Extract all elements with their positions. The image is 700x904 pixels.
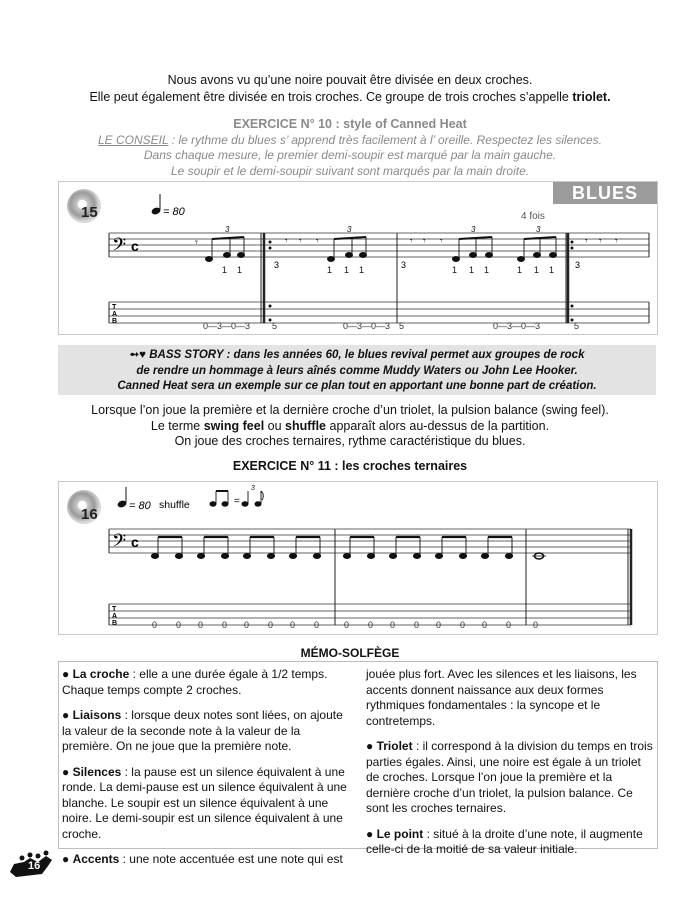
eighth-note-head: [435, 554, 442, 559]
eighth-note-head: [151, 554, 158, 559]
swing-line-2-a: Le terme: [150, 418, 204, 433]
tab-numbers: [203, 321, 579, 331]
exercise-10-title: EXERCICE N° 10 : style of Canned Heat: [233, 117, 467, 131]
svg-text:𝄾: 𝄾: [585, 236, 588, 247]
eighth-notes: [151, 537, 512, 559]
triplet-mark: 3: [251, 485, 255, 492]
memo-point-text: : situé à la droite d’une note, il augmente celle-ci de la moitié de sa valeur initiale.: [366, 826, 643, 856]
eighth-note-head: [343, 554, 350, 559]
svg-text:𝄾: 𝄾: [440, 236, 443, 247]
tab-zero: 0: [482, 620, 488, 630]
tab-zero: 0: [390, 620, 396, 630]
memo-croche: ● La croche : elle a une durée égale à 1/2 temps. Chaque temps compte 2 croches.: [62, 667, 328, 697]
tempo-text: = 80: [163, 206, 185, 218]
eighth-note-head: [313, 554, 320, 559]
tab-letter-t: T: [112, 606, 117, 613]
shuffle-equation: [210, 485, 263, 507]
tab-zero: 0: [460, 620, 466, 630]
memo-col-left: [62, 667, 354, 878]
memo-point: ● Le point : situé à la droite d’une note, il augmente celle-ci de la moitié de sa valeur initiale.: [366, 826, 643, 856]
barlines: [109, 233, 649, 323]
eighth-note-head: [481, 554, 488, 559]
heart-arrow-icon: ➻♥: [129, 349, 146, 361]
memo-croche-text: : elle a une durée égale à 1/2 temps. Chaque temps compte 2 croches.: [62, 667, 328, 697]
repeat-label: 4 fois: [521, 211, 545, 222]
svg-text:𝄾: 𝄾: [410, 236, 413, 247]
svg-text:𝄾: 𝄾: [195, 237, 198, 249]
barlines: [109, 529, 631, 625]
tab-zero: 0: [368, 620, 374, 630]
memo-accents-heading: Accents: [72, 852, 120, 866]
time-signature: c: [131, 238, 139, 254]
tab-zero: 0: [414, 620, 420, 630]
exercise-10-block: [0, 117, 700, 179]
svg-text:5: 5: [399, 321, 405, 331]
string-number: 3: [575, 260, 581, 270]
tab-zero: 0: [244, 620, 250, 630]
staff-blues: [59, 182, 657, 334]
tab-zero: 0: [344, 620, 350, 630]
string-number: 3: [401, 260, 407, 270]
eighth-note-head: [289, 554, 296, 559]
memo-box: [58, 661, 658, 866]
swing-line-2: [0, 419, 700, 435]
intro-line-2: [0, 89, 700, 106]
bass-clef: 𝄢: [112, 530, 127, 555]
fingering: 1: [222, 265, 228, 275]
tab-zero: 0: [533, 620, 539, 630]
tab-zero: 0: [314, 620, 320, 630]
svg-text:𝄾: 𝄾: [615, 236, 618, 247]
memo-liaisons-text: : lorsque deux notes sont liées, on ajoute la valeur de la seconde note à la valeur de la première. On ne joue que la première note.: [62, 708, 343, 753]
memo-liaisons-heading: Liaisons: [72, 708, 122, 722]
tab-letter-a: A: [112, 311, 118, 318]
memo-title: MÉMO-SOLFÈGE: [300, 646, 400, 660]
bass-story-line-3: Canned Heat sera un exemple sur ce plan tout en apportant une bonne part de création.: [117, 380, 597, 392]
svg-text:0—3—0—3: 0—3—0—3: [203, 321, 251, 331]
tab-letter-t: T: [112, 304, 117, 311]
swing-line-2-e: apparaît alors au-dessus de la partition.: [326, 418, 550, 433]
swing-line-2-c: ou: [264, 418, 286, 433]
tab-letter-b: B: [112, 318, 118, 325]
measure-1-notes: [195, 225, 245, 275]
svg-text:0—3—0—3: 0—3—0—3: [343, 321, 391, 331]
tab-letter-b: B: [112, 620, 118, 627]
intro-triolet-word: triolet.: [572, 90, 611, 104]
swing-feel-term: swing feel: [203, 418, 265, 433]
score-blues: [58, 181, 658, 335]
fingering: 1: [237, 265, 243, 275]
svg-text:𝄾: 𝄾: [599, 236, 602, 247]
tab-zero: 0: [222, 620, 228, 630]
swing-line-1: Lorsque l’on joue la première et la dernière croche d’un triolet, la pulsion balance (swing feel).: [91, 403, 609, 417]
svg-text:𝄾: 𝄾: [299, 236, 302, 247]
triplet-mark: 3: [347, 225, 352, 234]
fingering: 1: [534, 265, 540, 275]
shuffle-term: shuffle: [285, 418, 327, 433]
page-number-badge: [8, 850, 58, 885]
svg-text:5: 5: [574, 321, 580, 331]
svg-text:𝄾: 𝄾: [316, 236, 319, 247]
bass-clef: 𝄢: [112, 234, 127, 259]
score-shuffle: [58, 481, 658, 635]
eighth-note-head: [389, 554, 396, 559]
memo-triolet-text: : il correspond à la division du temps en trois parties égales. Ainsi, une noire est égale à un triolet de croches. Lorsque l’on joue la première et la dernière croche d’un triolet, la pulsion balance. Ce sont les croches ternaires.: [366, 739, 653, 815]
eighth-note-head: [413, 554, 420, 559]
memo-silences: ● Silences : la pause est un silence équivalent à une ronde. La demi-pause est un silence équivalent à une blanche. Le soupir est un silence équivalent à une noire. Le demi-soupir est un silence équivalent à une croche.: [62, 764, 347, 841]
svg-text:5: 5: [272, 321, 278, 331]
conseil-line-2: Dans chaque mesure, le premier demi-soupir est marqué par la main gauche.: [143, 148, 557, 162]
cd-track-number: 16: [81, 506, 98, 523]
tempo-text: = 80: [129, 500, 151, 512]
cd-track-number: 15: [81, 204, 98, 221]
memo-point-heading: Le point: [376, 826, 424, 841]
memo-silences-heading: Silences: [72, 764, 122, 779]
memo-accents-text: : une note accentuée est une note qui est: [119, 852, 343, 866]
fingering: 1: [327, 265, 333, 275]
conseil-label: LE CONSEIL: [97, 132, 169, 147]
eighth-note-head: [197, 554, 204, 559]
tab-zero: 0: [436, 620, 442, 630]
intro-line-2-text: Elle peut également être divisée en trois croches. Ce groupe de trois croches s’appelle: [89, 90, 573, 104]
svg-text:𝄾: 𝄾: [423, 236, 426, 247]
swing-line-3: On joue des croches ternaires, rythme caractéristique du blues.: [174, 434, 526, 448]
measure-3-notes: [410, 225, 557, 275]
eighth-note-head: [505, 554, 512, 559]
fingering: 1: [344, 265, 350, 275]
intro-text: [0, 72, 700, 106]
triplet-mark: 3: [471, 225, 476, 234]
bass-story-line-2: de rendre un hommage à leurs aînés comme Muddy Waters ou John Lee Hooker.: [136, 364, 578, 377]
eighth-note-head: [175, 554, 182, 559]
memo-triolet-heading: Triolet: [376, 739, 413, 753]
memo-accents-cont: jouée plus fort. Avec les silences et les liaisons, les accents donnent naissance aux deux formes rythmiques fondamentales : la syncope et le contretemps.: [366, 667, 637, 728]
tab-zero: 0: [152, 620, 158, 630]
time-signature: c: [131, 534, 139, 550]
memo-liaisons: ● Liaisons : lorsque deux notes sont liées, on ajoute la valeur de la seconde note à la valeur de la première. On ne joue que la première note.: [62, 708, 343, 753]
fingering: 1: [359, 265, 365, 275]
eighth-note-head: [267, 554, 274, 559]
fingering: 1: [452, 265, 458, 275]
memo-croche-heading: La croche: [72, 667, 130, 681]
fingering: 1: [517, 265, 523, 275]
intro-line-1: Nous avons vu qu’une noire pouvait être divisée en deux croches.: [167, 73, 533, 87]
memo-accents: ● Accents : une note accentuée est une note qui est: [62, 852, 343, 866]
fingering: 1: [549, 265, 555, 275]
memo-triolet: ● Triolet : il correspond à la division du temps en trois parties égales. Ainsi, une noire est égale à un triolet de croches. Lorsque l’on joue la première et la dernière croche d’un triolet, la pulsion balance. Ce sont les croches ternaires.: [366, 739, 653, 815]
conseil-text-1: : le rythme du blues s’ apprend très facilement à l’ oreille. Respectez les silences.: [168, 132, 603, 147]
exercise-11-title: EXERCICE N° 11 : les croches ternaires: [232, 459, 468, 473]
memo-col-right: [366, 667, 654, 868]
tab-letter-a: A: [112, 613, 118, 620]
measure-2-notes: [285, 225, 367, 275]
svg-text:𝄾: 𝄾: [285, 236, 288, 247]
tab-zero: 0: [268, 620, 274, 630]
fingering: 1: [484, 265, 490, 275]
swing-text: [0, 403, 700, 450]
fingering: 1: [469, 265, 475, 275]
tab-zero: 0: [198, 620, 204, 630]
eighth-note-head: [367, 554, 374, 559]
equals-sign: =: [234, 496, 240, 507]
conseil-line-1: [0, 133, 700, 149]
eighth-note-head: [459, 554, 466, 559]
shuffle-label: shuffle: [159, 499, 190, 511]
string-number: 3: [274, 260, 280, 270]
tab-zero: 0: [290, 620, 296, 630]
page-number: 16: [28, 860, 41, 872]
style-tag: BLUES: [553, 182, 657, 204]
tab-zero: 0: [506, 620, 512, 630]
memo-silences-text: : la pause est un silence équivalent à une ronde. La demi-pause est un silence équivalent à une blanche. Le soupir est un silence équivalent à une noire. Le demi-soupir est un silence équivalent à une croche.: [62, 764, 347, 841]
svg-text:0—3—0—3: 0—3—0—3: [493, 321, 541, 331]
eighth-note-head: [243, 554, 250, 559]
bass-story-box: [58, 345, 656, 395]
staff-shuffle: [59, 482, 657, 634]
triplet-mark: 3: [536, 225, 541, 234]
eighth-note-head: [221, 554, 228, 559]
tab-zero: 0: [176, 620, 182, 630]
triplet-mark: 3: [225, 225, 230, 234]
staff-lines: [109, 529, 631, 553]
conseil-line-3: Le soupir et le demi-soupir suivant sont marqués par la main droite.: [170, 163, 530, 178]
bass-story-line-1: BASS STORY : dans les années 60, le blues revival permet aux groupes de rock: [149, 349, 585, 361]
